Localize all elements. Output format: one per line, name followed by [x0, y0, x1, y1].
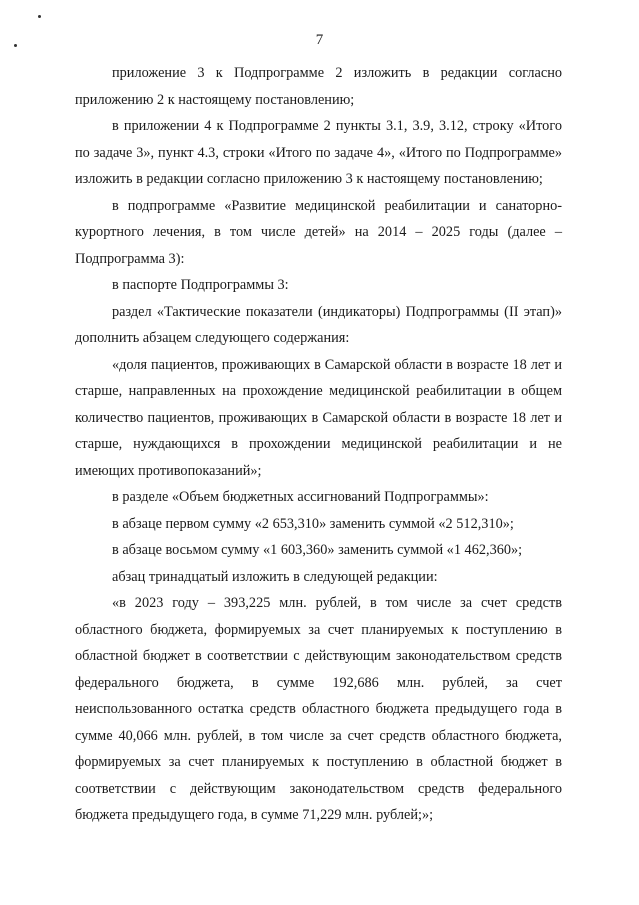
- document-body: [75, 60, 562, 829]
- paragraph: абзац тринадцатый изложить в следующей редакции:: [112, 568, 438, 585]
- paragraph: в абзаце восьмом сумму «1 603,360» заменить суммой «1 462,360»;: [112, 542, 523, 558]
- paragraph: в абзаце первом сумму «2 653,310» заменить суммой «2 512,310»;: [112, 515, 514, 532]
- paragraph: «в 2023 году – 393,225 млн. рублей, в том числе за счет средств областного бюджета, формируемых за счет планируемых к поступлению в областной бюджет в соответствии с действующим законодательством средств федерального бюджета, в сумме 192,686 млн. рублей, за счет неиспользованного остатка средств областного бюджета предыдущего года в сумме 40,066 млн. рублей, в том числе за счет средств областного бюджета, формируемых за счет планируемых к поступлению в областной бюджет в соответствии с действующим законодательством средств федерального бюджета предыдущего года, в сумме 71,229 млн. рублей;»;: [75, 595, 562, 823]
- paragraph: приложение 3 к Подпрограмме 2 изложить в редакции согласно приложению 2 к настоящему постановлению;: [75, 65, 562, 108]
- paragraph: в подпрограмме «Развитие медицинской реабилитации и санаторно-курортного лечения, в том числе детей» на 2014 – 2025 годы (далее – Подпрограмма 3):: [75, 197, 562, 267]
- paragraph: в приложении 4 к Подпрограмме 2 пункты 3.1, 3.9, 3.12, строку «Итого по задаче 3», пункт 4.3, строки «Итого по задаче 4», «Итого по Подпрограмме» изложить в редакции согласно приложению 3 к настоящему постановлению;: [75, 118, 562, 187]
- paragraph: в разделе «Объем бюджетных ассигнований Подпрограммы»:: [112, 489, 489, 505]
- paragraph: «доля пациентов, проживающих в Самарской области в возрасте 18 лет и старше, направленных на прохождение медицинской реабилитации в общем количество пациентов, проживающих в Самарской области в возрасте 18 лет и старше, нуждающихся в прохождении медицинской реабилитации и не имеющих противопоказаний»;: [75, 356, 562, 479]
- page-number: 7: [315, 32, 324, 48]
- scan-speck: [38, 15, 41, 18]
- paragraph: в паспорте Подпрограммы 3:: [112, 277, 289, 293]
- paragraph: раздел «Тактические показатели (индикаторы) Подпрограммы (II этап)» дополнить абзацем следующего содержания:: [75, 303, 562, 346]
